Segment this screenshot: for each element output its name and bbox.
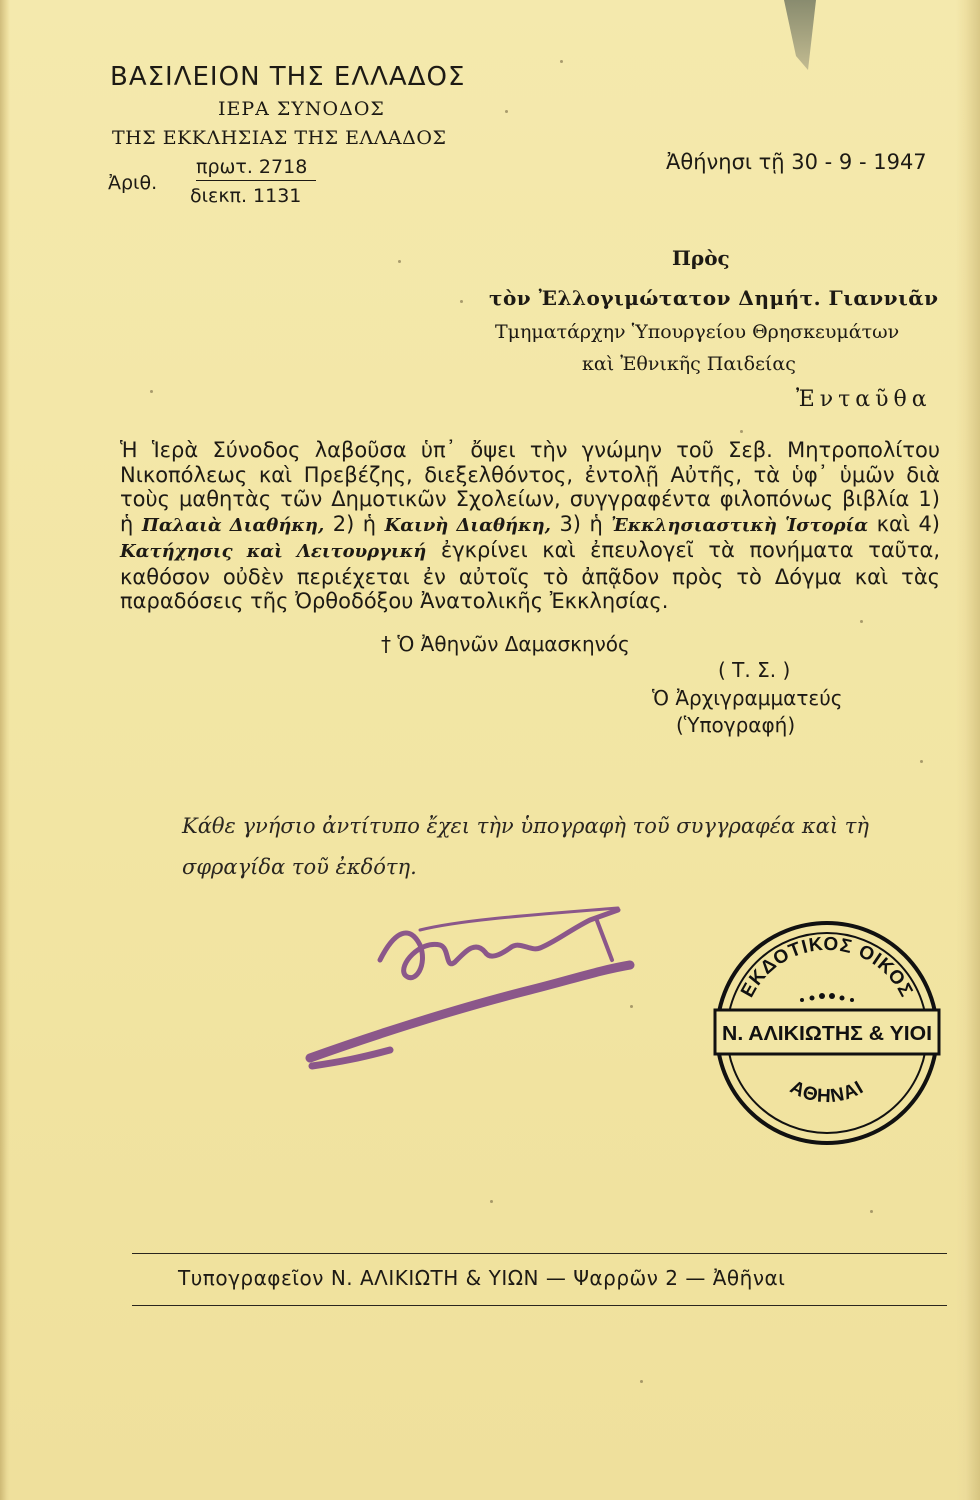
book-title-1: Παλαιὰ Διαθήκη,	[141, 514, 325, 536]
paper-speck	[398, 260, 401, 263]
book-title-4: Κατήχησις καὶ Λειτουργική	[120, 541, 427, 562]
paper-speck	[860, 620, 863, 623]
recipient-title-line1: Τμηματάρχην Ὑπουργείου Θρησκευμάτων	[495, 321, 900, 343]
recipient-location: Ἐνταῦθα	[796, 387, 932, 412]
dispatch-number: διεκπ. 1131	[190, 185, 302, 207]
page-right-edge	[956, 0, 980, 1500]
recipient-name: τὸν Ἐλλογιμώτατον Δημήτ. Γιαννιᾶν	[489, 286, 939, 310]
book-title-3: Ἐκκλησιαστικὴ Ἱστορία	[611, 514, 869, 536]
protocol-number: πρωτ. 2718	[196, 156, 316, 181]
address-to: Πρὸς	[672, 246, 730, 270]
page-left-edge	[0, 0, 10, 1500]
paper-speck	[640, 1380, 643, 1383]
body-text-4: καὶ 4)	[876, 511, 940, 536]
paper-speck	[150, 390, 153, 393]
publisher-stamp	[712, 918, 942, 1148]
synod-heading: ΙΕΡΑ ΣΥΝΟΔΟΣ	[218, 98, 385, 120]
paper-speck	[560, 60, 563, 63]
paper-speck	[505, 110, 508, 113]
kingdom-heading: ΒΑΣΙΛΕΙΟΝ ΤΗΣ ΕΛΛΑΔΟΣ	[110, 62, 466, 92]
body-text-2: 2) ἡ	[332, 511, 377, 536]
stamp-ornament	[800, 993, 854, 1002]
book-title-2: Καινὴ Διαθήκη,	[384, 514, 551, 536]
metropolitan-signature: † Ὁ Ἀθηνῶν Δαμασκηνός	[381, 632, 630, 656]
paper-speck	[870, 1210, 873, 1213]
paper-speck	[490, 1200, 493, 1203]
paper-speck	[630, 1005, 633, 1008]
recipient-title-line2: καὶ Ἐθνικῆς Παιδείας	[582, 353, 796, 375]
stamp-top-text: ΕΚΔΟΤΙΚΟΣ ΟΙΚΟΣ	[737, 933, 917, 1002]
secretary-title: Ὁ Ἀρχιγραμματεύς	[652, 686, 843, 710]
footer-rule-top	[132, 1253, 947, 1254]
paper-speck	[740, 430, 743, 433]
body-text-3: 3) ἡ	[559, 511, 603, 536]
paper-tear	[780, 0, 820, 70]
authenticity-note: Κάθε γνήσιο ἀντίτυπο ἔχει τὴν ὑπογραφὴ τοῦ συγγραφέα καὶ τὴ σφραγίδα τοῦ ἐκδότη.	[182, 814, 869, 879]
letter-body	[120, 438, 940, 614]
church-heading: ΤΗΣ ΕΚΚΛΗΣΙΑΣ ΤΗΣ ΕΛΛΑΔΟΣ	[112, 127, 447, 149]
paper-speck	[920, 760, 923, 763]
letter-date: Ἀθήνησι τῇ 30 - 9 - 1947	[666, 150, 927, 174]
svg-text:ΑΘΗΝΑΙ	[786, 1077, 867, 1107]
paper-speck	[460, 300, 463, 303]
number-label: Ἀριθ.	[108, 172, 158, 194]
body-text-5: ἐγκρίνει καὶ ἐπευλογεῖ τὰ πονήματα ταῦτα, καθόσον οὐδὲν περιέχεται ἐν αὐτοῖς τὸ ἀπᾷδον πρὸς τὸ Δόγμα καὶ τὰς παραδόσεις τῆς Ὀρθοδόξου Ἀνατολικῆς Ἐκκλησίας.	[120, 538, 940, 613]
footer-rule-bottom	[132, 1305, 947, 1306]
stamp-center-text: Ν. ΑΛΙΚΙΩΤΗΣ & ΥΙΟΙ	[722, 1023, 932, 1045]
printer-footer: Τυπογραφεῖον Ν. ΑΛΙΚΙΩΤΗ & ΥΙΩΝ — Ψαρρῶν 2 — Ἀθῆναι	[178, 1266, 786, 1290]
author-handwritten-signature	[300, 890, 640, 1080]
signature-note: (Ὑπογραφή)	[676, 713, 796, 737]
stamp-bottom-text: ΑΘΗΝΑΙ	[786, 1076, 868, 1108]
body-text-1: Ἡ Ἱερὰ Σύνοδος λαβοῦσα ὑπ᾿ ὄψει τὴν γνώμην τοῦ Σεβ. Μητροπολίτου Νικοπόλεως καὶ Πρεβέζης, διεξελθόντος, ἐντολῇ Αὐτῆς, τὰ ὑφ᾿ ὑμῶν διὰ τοὺς μαθητὰς τῶν Δημοτικῶν Σχολείων, συγγραφέντα φιλοπόνως βιβλία 1) ἡ	[120, 438, 940, 536]
seal-place: ( Τ. Σ. )	[718, 658, 791, 682]
